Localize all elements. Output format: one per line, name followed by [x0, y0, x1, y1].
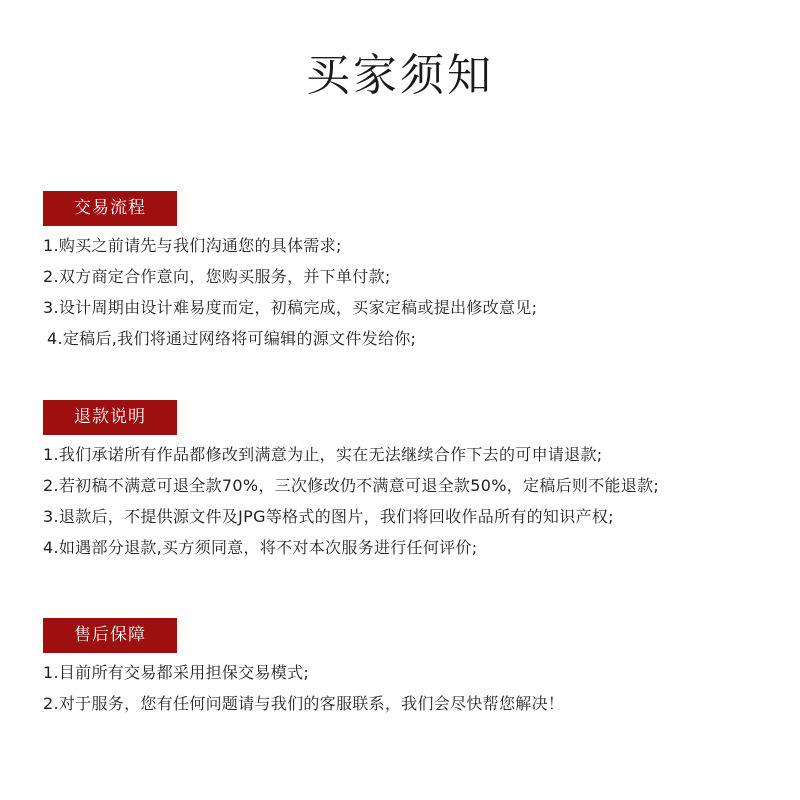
section-header-trade-process: 交易流程: [43, 191, 177, 226]
section-refund-policy: [43, 400, 783, 563]
trade-process-list: [43, 230, 783, 354]
list-item: 4.定稿后,我们将通过网络将可编辑的源文件发给你;: [47, 329, 417, 348]
list-item: 1.我们承诺所有作品都修改到满意为止，实在无法继续合作下去的可申请退款;: [43, 445, 603, 464]
list-item: 2.对于服务，您有任何问题请与我们的客服联系，我们会尽快帮您解决！: [43, 694, 565, 713]
page-title: 买家须知: [306, 50, 494, 101]
list-item: 2.若初稿不满意可退全款70%，三次修改仍不满意可退全款50%，定稿后则不能退款;: [43, 476, 660, 495]
list-item: 3.退款后，不提供源文件及JPG等格式的图片，我们将回收作品所有的知识产权;: [43, 507, 614, 526]
section-trade-process: [43, 191, 783, 354]
list-item: 1.目前所有交易都采用担保交易模式;: [43, 663, 310, 682]
list-item: 1.购买之前请先与我们沟通您的具体需求;: [43, 236, 342, 255]
section-header-refund-policy: 退款说明: [43, 400, 177, 435]
list-item: 4.如遇部分退款,买方须同意，将不对本次服务进行任何评价;: [43, 538, 478, 557]
after-sales-list: [43, 657, 783, 719]
list-item: 2.双方商定合作意向，您购买服务，并下单付款;: [43, 267, 391, 286]
section-after-sales: [43, 618, 783, 719]
list-item: 3.设计周期由设计难易度而定，初稿完成，买家定稿或提出修改意见;: [43, 298, 538, 317]
refund-policy-list: [43, 439, 783, 563]
section-header-after-sales: 售后保障: [43, 618, 177, 653]
